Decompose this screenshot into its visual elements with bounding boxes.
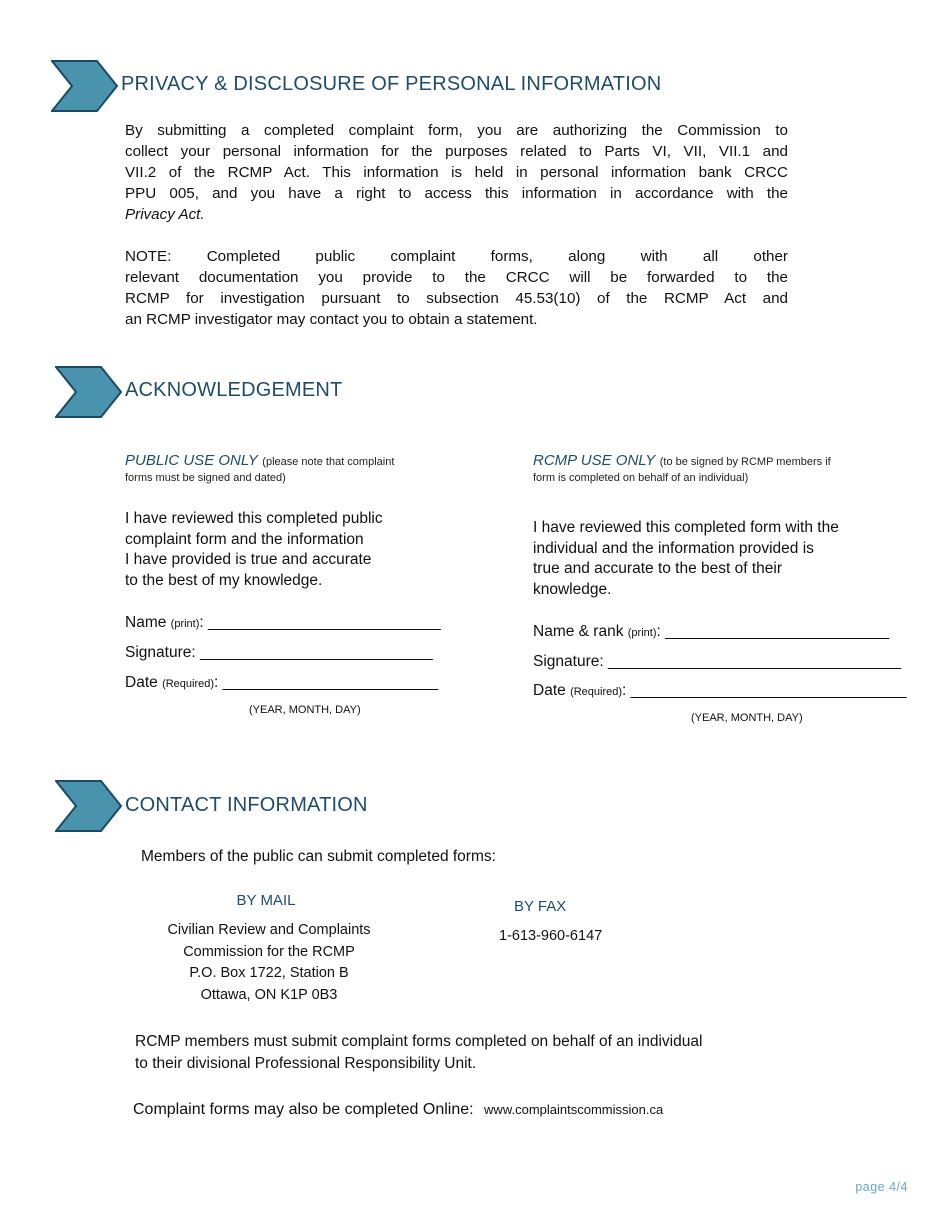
public-statement (125, 509, 465, 591)
online-label: Complaint forms may also be completed Online: (133, 1101, 474, 1118)
mailing-address (139, 920, 399, 1006)
rcmp-use-block (533, 452, 913, 484)
rcmp-use-note-cont: form is completed on behalf of an individual) (533, 472, 749, 484)
rcmp-use-note: (to be signed by RCMP members if (659, 456, 831, 468)
public-use-note: (please note that complaint (262, 456, 395, 468)
privacy-line: VII.2 of the RCMP Act. This information is held in personal information bank CRCC (125, 164, 788, 181)
statement-line: individual and the information provided is (533, 539, 814, 557)
date-qualifier: (Required) (162, 678, 215, 690)
privacy-line: collect your personal information for the purposes related to Parts VI, VII, VII.1 and (125, 143, 788, 160)
rcmp-statement (533, 518, 913, 600)
public-use-note-cont: forms must be signed and dated) (125, 472, 286, 484)
statement-line: I have reviewed this completed public (125, 510, 383, 527)
public-signature-field[interactable] (125, 644, 433, 662)
signature-label: Signature: ___________________________ (125, 644, 433, 661)
date-qualifier: (Required) (570, 686, 623, 698)
statement-line: I have reviewed this completed form with the (533, 519, 839, 536)
public-use-heading: PUBLIC USE ONLY (125, 452, 258, 469)
chevron-arrow-icon (51, 60, 119, 112)
rcmp-use-heading: RCMP USE ONLY (533, 452, 656, 469)
note-line: an RCMP investigator may contact you to obtain a statement. (125, 311, 538, 328)
online-url-link[interactable]: www.complaintscommission.ca (484, 1102, 664, 1117)
signature-label: Signature: __________________________________ (533, 653, 902, 670)
contact-intro: Members of the public can submit completed forms: (141, 848, 496, 865)
name-line: : __________________________ (656, 623, 890, 640)
public-date-format: (YEAR, MONTH, DAY) (249, 704, 361, 716)
address-line: P.O. Box 1722, Station B (189, 965, 349, 981)
address-line: Commission for the RCMP (183, 943, 355, 960)
note-line: relevant documentation you provide to the CRCC will be forwarded to the (125, 269, 788, 286)
name-rank-label: Name & rank (533, 623, 624, 640)
privacy-act-reference: Privacy Act. (125, 206, 205, 223)
date-line: : _________________________ (214, 674, 439, 691)
rcmp-date-format: (YEAR, MONTH, DAY) (691, 712, 803, 724)
privacy-line: PPU 005, and you have a right to access this information in accordance with the (125, 185, 788, 202)
name-label: Name (125, 614, 167, 631)
name-qualifier: (print) (170, 618, 200, 630)
online-submission (133, 1101, 663, 1119)
public-name-field[interactable] (125, 614, 441, 632)
rcmp-signature-field[interactable] (533, 653, 901, 671)
fax-number: 1-613-960-6147 (499, 928, 603, 944)
note-line: NOTE: Completed public complaint forms, along with all other (125, 248, 788, 265)
statement-line: complaint form and the information (125, 530, 364, 548)
rcmp-name-rank-field[interactable] (533, 623, 889, 641)
date-line: : ________________________________ (622, 682, 907, 699)
public-date-field[interactable] (125, 674, 438, 692)
chevron-arrow-icon (55, 366, 123, 418)
privacy-paragraph (125, 120, 788, 225)
name-line: : ___________________________ (199, 614, 441, 631)
rcmp-date-field[interactable] (533, 682, 907, 700)
rcmp-submission-note (135, 1031, 702, 1075)
statement-line: to the best of my knowledge. (125, 571, 323, 589)
privacy-line: By submitting a completed complaint form, you are authorizing the Commission to (125, 122, 788, 139)
date-label: Date (125, 674, 158, 691)
note-line: RCMP for investigation pursuant to subsection 45.53(10) of the RCMP Act and (125, 290, 788, 307)
page-number: page 4/4 (855, 1180, 908, 1194)
rcmp-note-line: to their divisional Professional Responsibility Unit. (135, 1055, 477, 1072)
date-label: Date (533, 682, 566, 699)
acknowledgement-section-title: ACKNOWLEDGEMENT (125, 379, 343, 401)
address-line: Civilian Review and Complaints (167, 922, 371, 938)
by-mail-heading: BY MAIL (236, 892, 296, 909)
statement-line: true and accurate to the best of their (533, 560, 783, 577)
address-line: Ottawa, ON K1P 0B3 (200, 986, 338, 1003)
chevron-arrow-icon (55, 780, 123, 832)
by-fax-heading: BY FAX (514, 898, 567, 915)
rcmp-note-line: RCMP members must submit complaint forms completed on behalf of an individual (135, 1033, 703, 1050)
statement-line: knowledge. (533, 580, 612, 598)
statement-line: I have provided is true and accurate (125, 551, 372, 568)
name-qualifier: (print) (627, 627, 657, 639)
note-paragraph (125, 246, 788, 330)
public-use-block (125, 452, 455, 484)
contact-section-title: CONTACT INFORMATION (125, 794, 368, 816)
privacy-section-title: PRIVACY & DISCLOSURE OF PERSONAL INFORMATION (121, 73, 662, 95)
